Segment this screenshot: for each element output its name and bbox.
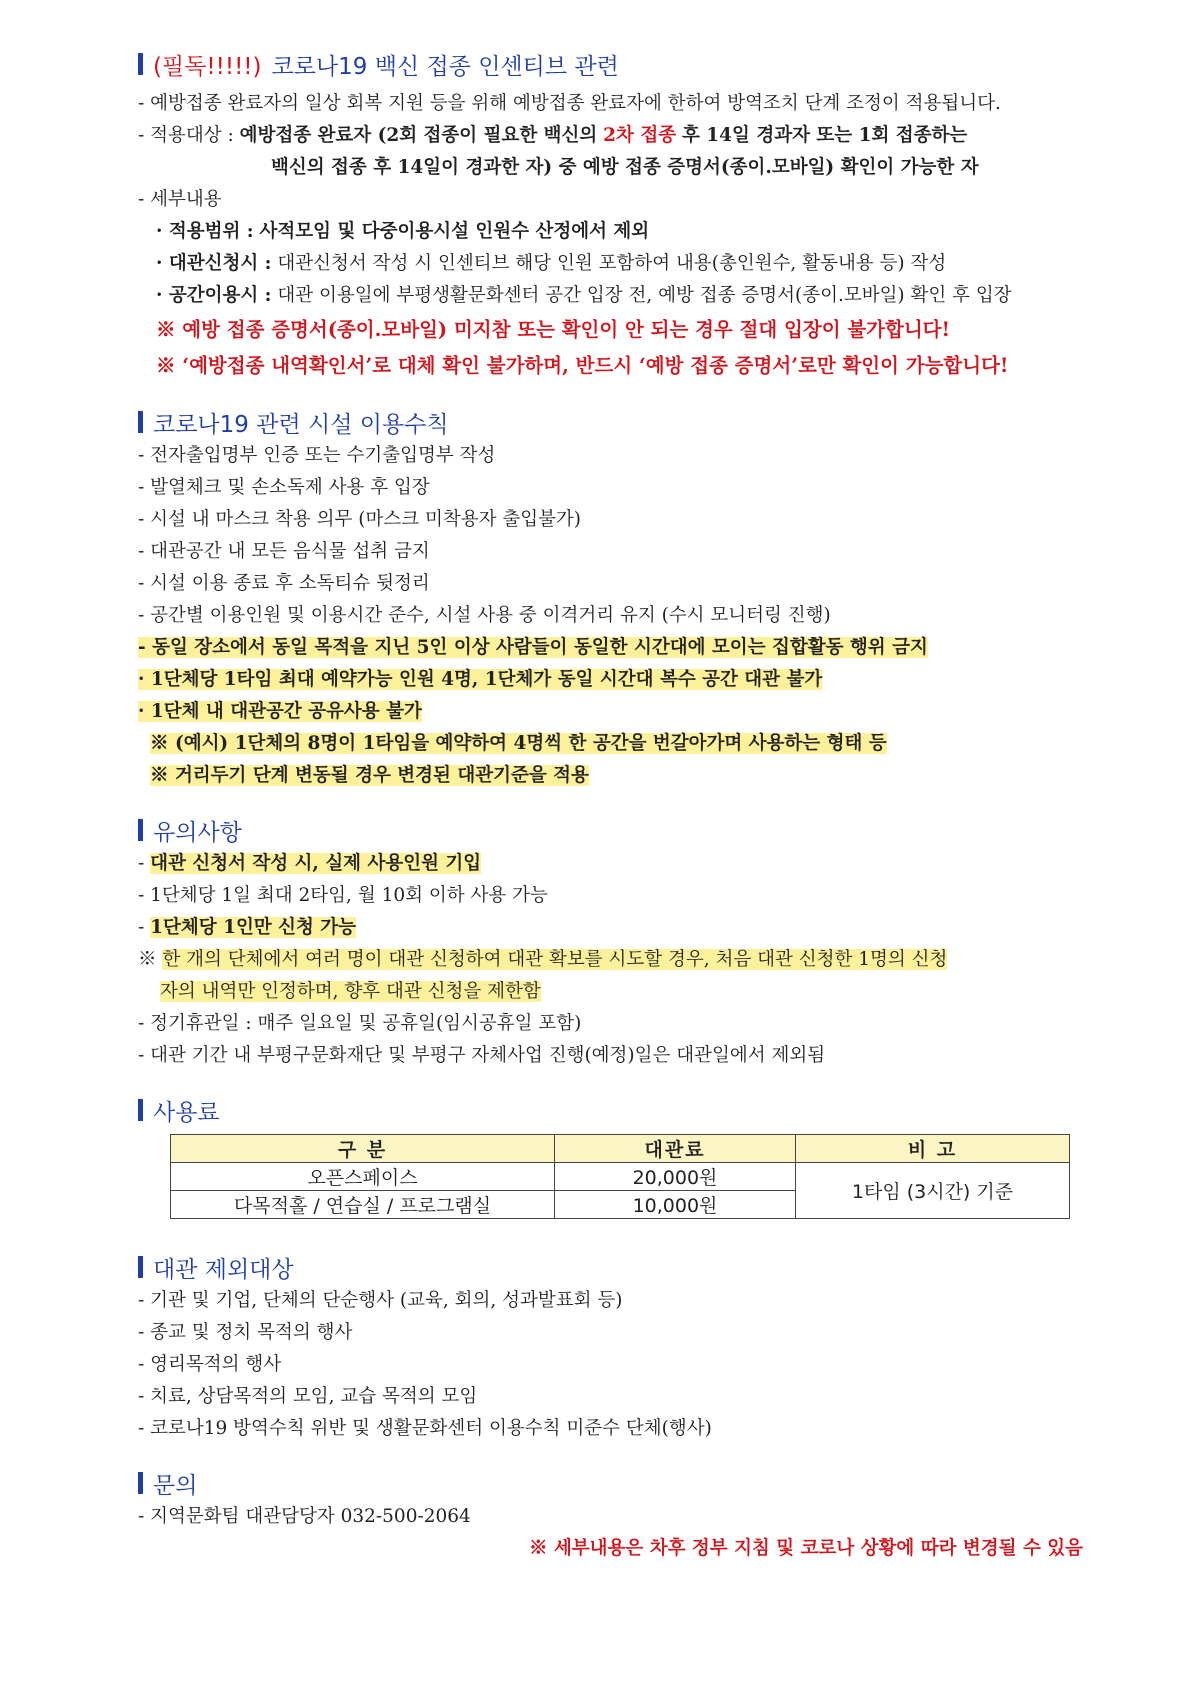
use-line	[138, 280, 1083, 312]
highlight-text: - 동일 장소에서 동일 목적을 지닌 5인 이상 사람들이 동일한 시간대에 모이는 집합활동 행위 금지	[138, 637, 928, 658]
note-text: 한 개의 단체에서 여러 명이 대관 신청하여 대관 확보를 시도할 경우, 처음 대관 신청한 1명의 신청	[162, 949, 948, 970]
table-cell: 1타임 (3시간) 기준	[796, 1163, 1070, 1219]
list-item: - 기관 및 기업, 단체의 단순행사 (교육, 회의, 성과발표회 등)	[138, 1290, 623, 1311]
section-bar-icon	[138, 819, 143, 841]
highlight-item	[138, 760, 1083, 792]
highlight-item	[138, 696, 1083, 728]
vaccine-target-line-2: 백신의 접종 후 14일이 경과한 자) 중 예방 접종 증명서(종이.모바일) 확인이 가능한 자	[271, 157, 979, 178]
target-text-c: 후 14일 경과자 또는 1회 접종하는	[681, 125, 968, 146]
list-item: - 전자출입명부 인증 또는 수기출입명부 작성	[138, 445, 496, 466]
scope-line	[138, 216, 1083, 248]
note-item: - 정기휴관일 : 매주 일요일 및 공휴일(임시공휴일 포함)	[138, 1013, 582, 1034]
list-item: - 시설 이용 종료 후 소독티슈 뒷정리	[138, 573, 430, 594]
section-title-text: 코로나19 관련 시설 이용수칙	[153, 411, 449, 438]
note-item	[138, 912, 1083, 944]
note-item: - 1단체당 1일 최대 2타임, 월 10회 이하 사용 가능	[138, 885, 548, 906]
document-page	[138, 46, 1083, 1565]
table-cell: 20,000원	[555, 1163, 796, 1191]
note-item	[138, 976, 1083, 1008]
list-item: - 시설 내 마스크 착용 의무 (마스크 미착용자 출입불가)	[138, 509, 582, 530]
section-title-text: 사용료	[153, 1099, 220, 1126]
section-title-fee	[138, 1092, 1083, 1128]
section-bar-icon	[138, 411, 143, 433]
section-title-text: 코로나19 백신 접종 인센티브 관련	[271, 53, 619, 80]
warning-1: ※ 예방 접종 증명서(종이.모바일) 미지참 또는 확인이 안 되는 경우 절대 입장이 불가합니다!	[156, 318, 951, 341]
target-text-red: 2차 접종	[603, 125, 677, 146]
warning-2: ※ ‘예방접종 내역확인서’로 대체 확인 불가하며, 반드시 ‘예방 접종 증명서’로만 확인이 가능합니다!	[156, 354, 1009, 377]
apply-text: 대관신청서 작성 시 인센티브 해당 인원 포함하여 내용(총인원수, 활동내용 등) 작성	[277, 253, 947, 274]
note-text: 1단체당 1인만 신청 가능	[150, 917, 357, 938]
table-row	[171, 1163, 1070, 1191]
table-cell: 오픈스페이스	[171, 1163, 555, 1191]
section-bar-icon	[138, 1099, 143, 1121]
list-item: - 대관공간 내 모든 음식물 섭취 금지	[138, 541, 430, 562]
table-header: 비 고	[796, 1135, 1070, 1163]
note-item	[138, 944, 1083, 976]
highlight-text: ※ (예시) 1단체의 8명이 1타임을 예약하여 4명씩 한 공간을 번갈아가며 사용하는 형태 등	[150, 733, 887, 754]
table-header: 대관료	[555, 1135, 796, 1163]
section-title-text: 대관 제외대상	[153, 1256, 294, 1283]
note-dash: -	[138, 853, 151, 874]
list-item: - 영리목적의 행사	[138, 1354, 282, 1375]
footnote: ※ 세부내용은 차후 정부 지침 및 코로나 상황에 따라 변경될 수 있음	[529, 1538, 1083, 1559]
fee-table	[170, 1134, 1070, 1219]
highlight-text: ※ 거리두기 단계 변동될 경우 변경된 대관기준을 적용	[150, 765, 589, 786]
note-mark: ※	[138, 949, 163, 970]
note-item	[138, 848, 1083, 880]
section-bar-icon	[138, 53, 143, 75]
list-item: - 치료, 상담목적의 모임, 교습 목적의 모임	[138, 1386, 478, 1407]
section-title-vaccine	[138, 46, 1083, 82]
list-item: - 코로나19 방역수칙 위반 및 생활문화센터 이용수칙 미준수 단체(행사)	[138, 1418, 712, 1439]
note-item: - 대관 기간 내 부평구문화재단 및 부평구 자체사업 진행(예정)일은 대관일에서 제외됨	[138, 1045, 826, 1066]
section-title-rules	[138, 404, 1083, 440]
detail-label: - 세부내용	[138, 189, 222, 210]
note-text: 자의 내역만 인정하며, 향후 대관 신청을 제한함	[160, 981, 541, 1002]
scope-text: 사적모임 및 다중이용시설 인원수 산정에서 제외	[259, 221, 650, 242]
section-title-text: 문의	[153, 1472, 198, 1499]
use-label: · 공간이용시 :	[156, 285, 272, 306]
table-cell: 10,000원	[555, 1191, 796, 1219]
section-bar-icon	[138, 1256, 143, 1278]
table-cell: 다목적홀 / 연습실 / 프로그램실	[171, 1191, 555, 1219]
highlight-item	[138, 632, 1083, 664]
target-label: - 적용대상 :	[138, 125, 234, 146]
section-title-text: 유의사항	[153, 819, 242, 846]
target-text-a: 예방접종 완료자 (2회 접종이 필요한 백신의	[239, 125, 598, 146]
highlight-item	[138, 728, 1083, 760]
highlight-text: · 1단체당 1타임 최대 예약가능 인원 4명, 1단체가 동일 시간대 복수 공간 대관 불가	[138, 669, 823, 690]
table-header-row	[171, 1135, 1070, 1163]
highlight-text: · 1단체 내 대관공간 공유사용 불가	[138, 701, 422, 722]
table-header: 구 분	[171, 1135, 555, 1163]
list-item: - 공간별 이용인원 및 이용시간 준수, 시설 사용 중 이격거리 유지 (수시 모니터링 진행)	[138, 605, 831, 626]
scope-label: · 적용범위 :	[156, 221, 254, 242]
vaccine-intro: - 예방접종 완료자의 일상 회복 지원 등을 위해 예방접종 완료자에 한하여 방역조치 단계 조정이 적용됩니다.	[138, 93, 1001, 114]
list-item: - 종교 및 정치 목적의 행사	[138, 1322, 353, 1343]
section-title-notes	[138, 812, 1083, 848]
use-text: 대관 이용일에 부평생활문화센터 공간 입장 전, 예방 접종 증명서(종이.모바일) 확인 후 입장	[277, 285, 1012, 306]
section-title-exclude	[138, 1249, 1083, 1285]
vaccine-target-line-1	[138, 120, 1083, 152]
apply-label: · 대관신청시 :	[156, 253, 272, 274]
section-title-contact	[138, 1465, 1083, 1501]
note-dash: -	[138, 917, 151, 938]
note-text: 대관 신청서 작성 시, 실제 사용인원 기입	[150, 853, 482, 874]
apply-line	[138, 248, 1083, 280]
highlight-item	[138, 664, 1083, 696]
must-read-label: (필독!!!!!)	[153, 53, 262, 80]
section-bar-icon	[138, 1472, 143, 1494]
contact-item: - 지역문화팀 대관담당자 032-500-2064	[138, 1506, 471, 1527]
list-item: - 발열체크 및 손소독제 사용 후 입장	[138, 477, 430, 498]
